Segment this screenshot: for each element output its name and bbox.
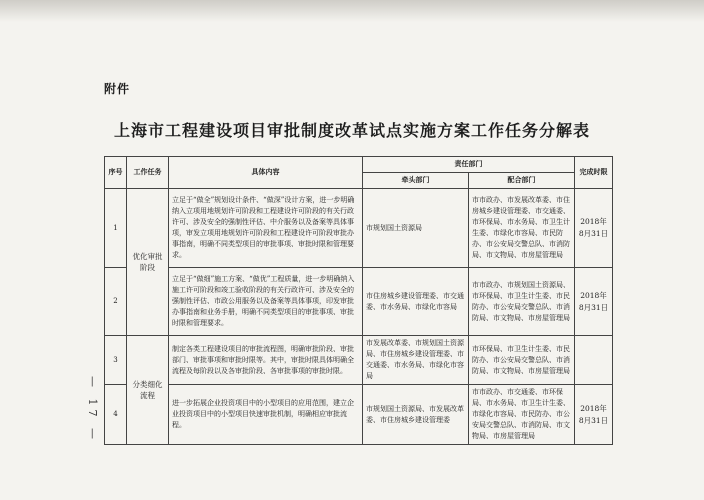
row-deadline xyxy=(575,336,613,385)
row-lead: 市规划国土资源局 xyxy=(363,189,469,268)
row-stage: 分类细化流程 xyxy=(127,336,169,445)
row-seq: 1 xyxy=(105,189,127,268)
row-seq: 4 xyxy=(105,385,127,445)
header-lead: 牵头部门 xyxy=(363,173,469,189)
row-deadline: 2018年8月31日 xyxy=(575,268,613,336)
row-content: 立足于“做全”规划设计条件、“做深”设计方案，进一步明确纳入立项用地规划许可阶段和工程建设许可阶段的有关行政许可、涉及安全的强制性评估、中介服务以及备案等具体事项，审发立项用地规划许可阶段和工程建设许可阶段审批办事指南，明确不同类型项目的审批事项、审批时限和管理要求。 xyxy=(169,189,363,268)
task-table xyxy=(104,156,613,445)
header-seq: 序号 xyxy=(105,157,127,189)
row-content: 制定各类工程建设项目的审批流程图，明确审批阶段、审批部门、审批事项和审批时限等。其中，审批时限具体明确全流程及每阶段以及各审批阶段、各审批事项的审批时限。 xyxy=(169,336,363,385)
row-coordinating: 市市政办、市交通委、市环保局、市水务局、市卫生计生委、市绿化市容局、市民防办、市公安局交警总队、市消防局、市文物局、市房屋管理局 xyxy=(469,385,575,445)
page-fold-shadow xyxy=(0,0,704,22)
row-deadline: 2018年8月31日 xyxy=(575,385,613,445)
document-title: 上海市工程建设项目审批制度改革试点实施方案工作任务分解表 xyxy=(113,121,590,140)
header-coordinating: 配合部门 xyxy=(469,173,575,189)
table-row xyxy=(105,385,613,445)
row-coordinating: 市环保局、市卫生计生委、市民防办、市公安局交警总队、市消防局、市文物局、市房屋管理局 xyxy=(469,336,575,385)
row-lead: 市规划国土资源局、市发展改革委、市住房城乡建设管理委 xyxy=(363,385,469,445)
header-content: 具体内容 xyxy=(169,157,363,189)
row-lead: 市住房城乡建设管理委、市交通委、市水务局、市绿化市容局 xyxy=(363,268,469,336)
row-stage: 优化审批阶段 xyxy=(127,189,169,336)
row-seq: 2 xyxy=(105,268,127,336)
row-lead: 市发展改革委、市规划国土资源局、市住房城乡建设管理委、市交通委、市水务局、市绿化市容局 xyxy=(363,336,469,385)
page-number: — 17 — xyxy=(86,376,99,443)
annex-label: 附件 xyxy=(104,82,131,96)
header-deadline: 完成时限 xyxy=(575,157,613,189)
row-coordinating: 市市政办、市规划国土资源局、市环保局、市卫生计生委、市民防办、市公安局交警总队、市消防局、市文物局、市房屋管理局 xyxy=(469,268,575,336)
header-responsible-group: 责任部门 xyxy=(363,157,575,173)
table-row xyxy=(105,336,613,385)
row-seq: 3 xyxy=(105,336,127,385)
header-stage: 工作任务 xyxy=(127,157,169,189)
table-row xyxy=(105,268,613,336)
row-coordinating: 市市政办、市发展改革委、市住房城乡建设管理委、市交通委、市环保局、市水务局、市卫生计生委、市绿化市容局、市民防办、市公安局交警总队、市消防局、市文物局、市房屋管理局 xyxy=(469,189,575,268)
row-content: 进一步拓展企业投资项目中的小型项目的应用范围，建立企业投资项目中的小型项目快速审批机制，明确相应审批流程。 xyxy=(169,385,363,445)
row-deadline: 2018年8月31日 xyxy=(575,189,613,268)
row-content: 立足于“做细”施工方案、“做优”工程质量，进一步明确纳入施工许可阶段和竣工验收阶段的有关行政许可、涉及安全的强制性评估、市政公用服务以及备案等具体事项，印发审批办事指南和业务手册，明确不同类型项目的审批事项、审批时限和管理要求。 xyxy=(169,268,363,336)
table-row xyxy=(105,189,613,268)
